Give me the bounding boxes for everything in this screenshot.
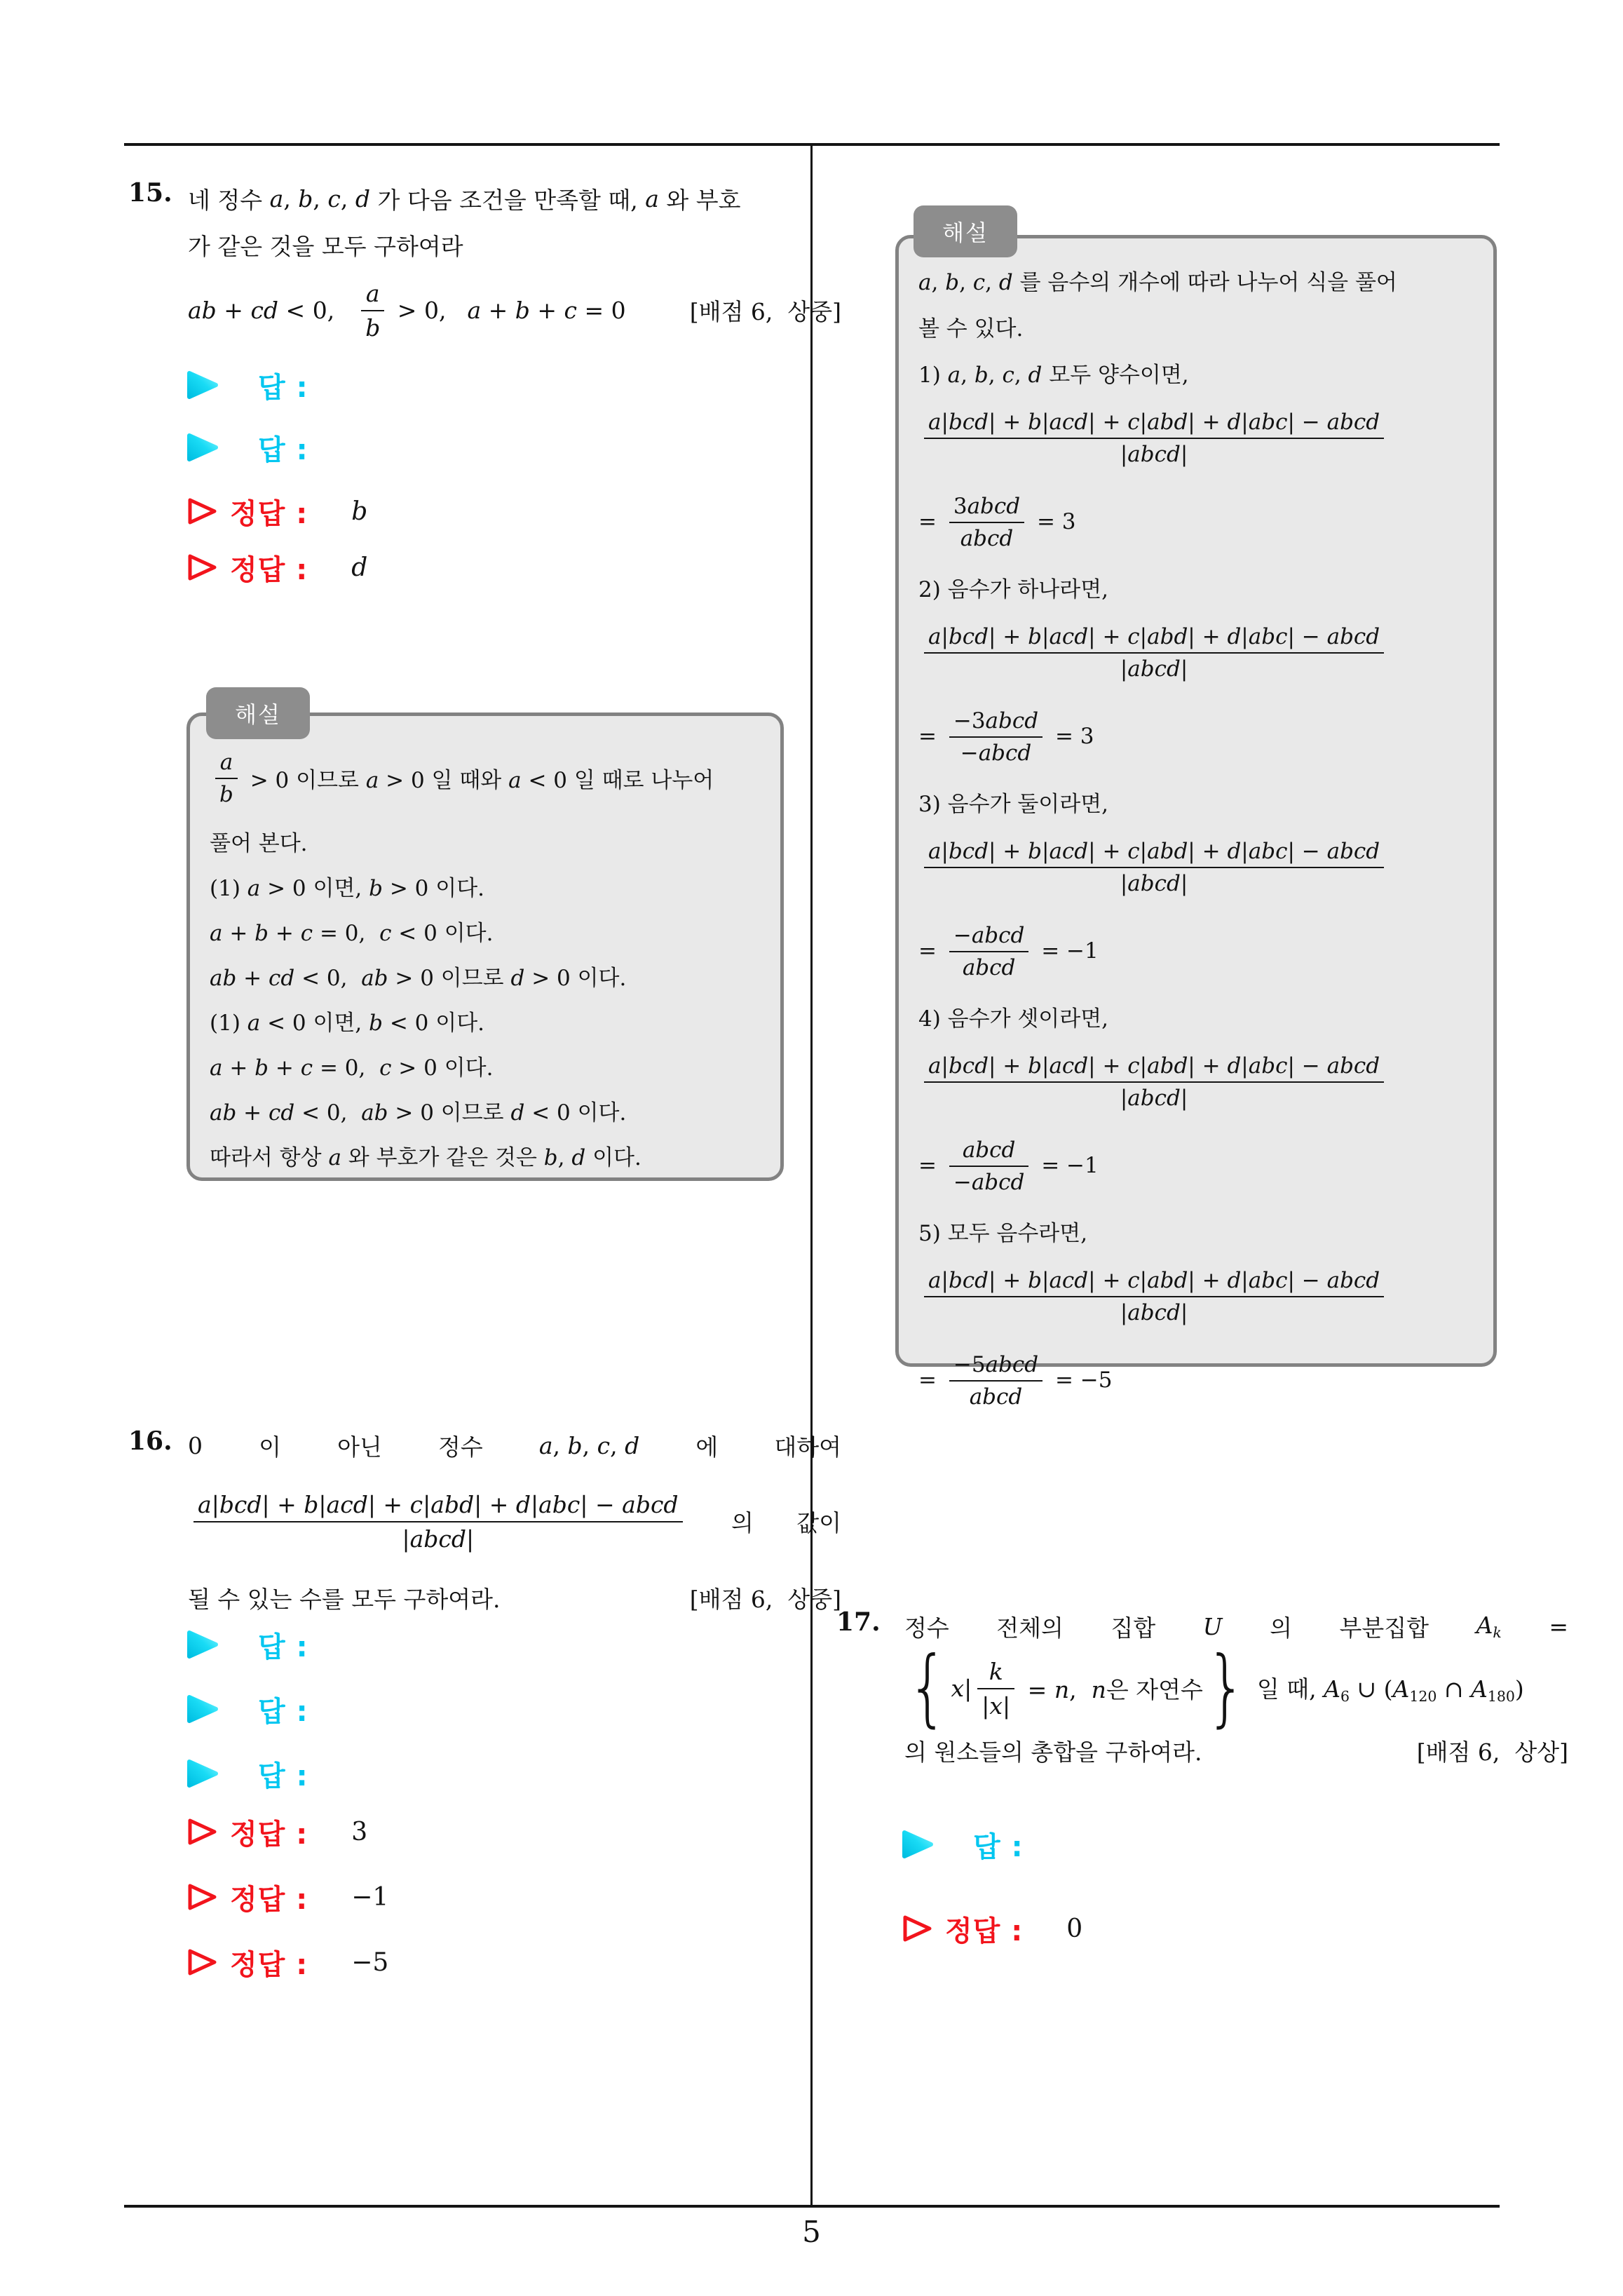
problem-expression-line xyxy=(188,1467,841,1576)
answer-arrow-icon xyxy=(186,433,219,462)
answer-row xyxy=(186,1689,308,1729)
math-text: 5) 모두 음수라면, xyxy=(918,1220,1088,1246)
fraction xyxy=(924,1267,1384,1325)
fraction xyxy=(924,838,1384,896)
math-text: 풀어 본다. xyxy=(210,830,308,856)
solution-line xyxy=(918,993,1474,1039)
solution-line xyxy=(918,396,1474,480)
fraction xyxy=(949,1351,1043,1410)
math-text: ab + cd < 0, xyxy=(188,296,335,324)
math-text: = 3 xyxy=(1030,509,1076,534)
solution-line xyxy=(918,825,1474,909)
math-text: 부분집합 xyxy=(1339,1614,1430,1642)
solution-line xyxy=(918,694,1474,778)
math-text: x| xyxy=(951,1675,972,1702)
math-text: 집합 xyxy=(1111,1614,1156,1642)
math-text: 따라서 항상 a 와 부호가 같은 것은 b, d 이다. xyxy=(210,1144,641,1170)
problem-text-line xyxy=(904,1729,1568,1772)
points-label: [배점 6, 상중] xyxy=(689,1585,841,1613)
problem-text-line xyxy=(188,1424,841,1467)
correct-answer-value: 3 xyxy=(351,1817,368,1846)
answer-label: 답 : xyxy=(258,1760,308,1792)
solution-box-15 xyxy=(186,687,784,1181)
answer-row xyxy=(186,365,308,405)
solution-line xyxy=(918,564,1474,610)
solution-line xyxy=(210,1088,761,1133)
answer-arrow-icon xyxy=(186,1630,219,1659)
solution-line xyxy=(918,778,1474,825)
solution-line xyxy=(918,349,1474,396)
solution-line xyxy=(918,610,1474,694)
math-text: = −1 xyxy=(1034,1153,1099,1178)
fraction xyxy=(361,279,384,342)
fraction xyxy=(949,708,1043,766)
fraction xyxy=(977,1657,1014,1720)
problem-17 xyxy=(836,1605,1568,1772)
answer-row xyxy=(186,1753,308,1794)
answer-row xyxy=(186,427,308,468)
math-text: 아닌 xyxy=(337,1433,382,1461)
solution-line xyxy=(210,1043,761,1088)
correct-label: 정답 : xyxy=(230,1818,308,1851)
math-text: (1) a > 0 이면, b > 0 이다. xyxy=(210,875,484,901)
fraction xyxy=(949,922,1029,980)
problem-number: 16. xyxy=(128,1426,172,1456)
math-text: 전체의 xyxy=(996,1614,1064,1642)
bottom-rule xyxy=(124,2205,1500,2208)
correct-answer-row xyxy=(186,1811,367,1852)
fraction-denominator: |abcd| xyxy=(1120,1085,1188,1111)
solution-line xyxy=(210,863,761,908)
curly-brace: } xyxy=(1205,1638,1247,1736)
solution-line xyxy=(918,1254,1474,1338)
answer-label: 답 : xyxy=(258,1630,308,1663)
math-text: 의 xyxy=(731,1509,754,1537)
fraction xyxy=(924,623,1384,682)
answer-row xyxy=(186,1624,308,1665)
fraction-numerator: 3abcd xyxy=(949,493,1024,523)
math-text: ab + cd < 0, ab > 0 이므로 d < 0 이다. xyxy=(210,1100,627,1126)
correct-answer-value: −1 xyxy=(351,1882,389,1912)
correct-answer-value: b xyxy=(351,497,368,526)
math-text: 3) 음수가 둘이라면, xyxy=(918,791,1109,817)
solution-line xyxy=(210,1133,761,1177)
answer-label: 답 : xyxy=(258,371,308,404)
fraction-numerator: −5abcd xyxy=(949,1351,1043,1382)
math-text: $A_k$ xyxy=(1476,1611,1502,1642)
answer-arrow-icon xyxy=(902,1830,934,1859)
correct-arrow-icon xyxy=(186,497,219,526)
fraction-numerator: a|bcd| + b|acd| + c|abd| + d|abc| − abcd xyxy=(193,1490,683,1522)
math-text: = −5 xyxy=(1048,1368,1113,1393)
fraction-numerator: a|bcd| + b|acd| + c|abd| + d|abc| − abcd xyxy=(924,409,1384,439)
problem-number: 17. xyxy=(836,1607,881,1637)
math-text: = xyxy=(918,509,944,534)
correct-arrow-icon xyxy=(186,1817,219,1846)
problem-expression-line xyxy=(904,1638,1568,1736)
math-text: a, b, c, d 를 음수의 개수에 따라 나누어 식을 풀어 xyxy=(918,269,1397,295)
solution-box-16 xyxy=(895,205,1497,1410)
math-text: U xyxy=(1202,1612,1223,1640)
fraction-numerator: −abcd xyxy=(949,922,1029,952)
math-text: 값이 xyxy=(796,1509,841,1537)
answer-label: 답 : xyxy=(973,1830,1024,1863)
correct-answer-row xyxy=(186,1877,388,1917)
correct-answer-row xyxy=(902,1908,1082,1949)
problem-15 xyxy=(128,175,841,352)
correct-answer-value: −5 xyxy=(351,1947,389,1977)
fraction-denominator: |abcd| xyxy=(1120,441,1188,467)
fraction-denominator: abcd xyxy=(962,954,1016,980)
math-text: = 3 xyxy=(1048,724,1094,749)
correct-answer-row xyxy=(186,1942,388,1983)
solution-tab: 해설 xyxy=(206,687,310,739)
answer-label: 답 : xyxy=(258,1695,308,1728)
fraction-numerator: a|bcd| + b|acd| + c|abd| + d|abc| − abcd xyxy=(924,1053,1384,1083)
solution-line xyxy=(210,953,761,998)
solution-line xyxy=(918,257,1474,303)
solution-box-body xyxy=(895,235,1497,1410)
math-text: a, b, c, d xyxy=(538,1431,640,1459)
math-text: 의 xyxy=(1270,1614,1292,1642)
fraction-denominator: |abcd| xyxy=(1120,1299,1188,1325)
problem-text-line: 가 같은 것을 모두 구하여라 xyxy=(188,232,463,260)
math-text: = xyxy=(918,1153,944,1178)
math-text: = n, n은 자연수 xyxy=(1020,1676,1203,1703)
fraction-numerator: abcd xyxy=(949,1137,1029,1167)
answer-row xyxy=(902,1824,1024,1865)
fraction-numerator: −3abcd xyxy=(949,708,1043,738)
fraction xyxy=(949,1137,1029,1195)
math-text: 에 xyxy=(695,1433,719,1461)
correct-answer-row xyxy=(186,491,367,532)
solution-line xyxy=(918,909,1474,993)
solution-line xyxy=(210,998,761,1043)
math-text: 볼 수 있다. xyxy=(918,316,1024,342)
correct-label: 정답 : xyxy=(230,1948,308,1981)
math-text: 0 xyxy=(188,1431,203,1459)
correct-label: 정답 : xyxy=(230,497,308,530)
solution-box-body xyxy=(186,713,784,1181)
math-text: a + b + c = 0, c > 0 이다. xyxy=(210,1055,494,1081)
fraction-denominator: |abcd| xyxy=(402,1525,475,1553)
answer-arrow-icon xyxy=(186,1759,219,1788)
solution-line xyxy=(918,480,1474,564)
math-text: > 0 이므로 a > 0 일 때와 a < 0 일 때로 나누어 xyxy=(243,767,714,793)
correct-arrow-icon xyxy=(186,553,219,582)
fraction-denominator: −abcd xyxy=(953,1169,1025,1195)
solution-line xyxy=(918,1039,1474,1123)
correct-label: 정답 : xyxy=(230,553,308,586)
solution-line xyxy=(918,303,1474,349)
answer-arrow-icon xyxy=(186,370,219,400)
solution-tab: 해설 xyxy=(914,205,1017,257)
solution-line xyxy=(210,737,761,818)
math-text: = xyxy=(918,1368,944,1393)
correct-arrow-icon xyxy=(902,1914,934,1943)
correct-label: 정답 : xyxy=(230,1883,308,1916)
curly-brace: { xyxy=(907,1638,949,1736)
fraction-numerator: a xyxy=(215,749,238,779)
math-text: 정수 xyxy=(904,1614,949,1642)
problem-16 xyxy=(128,1424,841,1619)
math-text: 의 원소들의 총합을 구하여라. xyxy=(904,1738,1202,1766)
fraction-numerator: a|bcd| + b|acd| + c|abd| + d|abc| − abcd xyxy=(924,1267,1384,1297)
correct-answer-value: 0 xyxy=(1066,1914,1083,1943)
fraction-numerator: a xyxy=(361,279,384,311)
fraction-denominator: |x| xyxy=(982,1692,1011,1720)
math-text: 이 xyxy=(259,1433,281,1461)
math-text: 2) 음수가 하나라면, xyxy=(918,576,1109,602)
fraction xyxy=(924,409,1384,467)
math-text: 정수 xyxy=(437,1433,483,1461)
fraction xyxy=(924,1053,1384,1111)
page-number: 5 xyxy=(802,2215,821,2249)
problem-condition-line xyxy=(188,268,841,352)
column-divider xyxy=(810,143,813,2208)
fraction-numerator: a|bcd| + b|acd| + c|abd| + d|abc| − abcd xyxy=(924,838,1384,868)
fraction-denominator: abcd xyxy=(969,1384,1023,1410)
math-text: a + b + c = 0, c < 0 이다. xyxy=(210,920,494,946)
correct-answer-value: d xyxy=(351,553,368,582)
answer-arrow-icon xyxy=(186,1694,219,1724)
math-text: = xyxy=(918,938,944,964)
math-text: > 0, xyxy=(390,296,447,324)
math-text: 일 때, $A_6$ ∪ ($A_{120}$ ∩ $A_{180}$) xyxy=(1249,1675,1524,1706)
fraction xyxy=(193,1490,683,1553)
fraction-denominator: b xyxy=(365,313,381,342)
points-label: [배점 6, 상상] xyxy=(1416,1738,1568,1766)
math-text: ab + cd < 0, ab > 0 이므로 d > 0 이다. xyxy=(210,965,627,991)
solution-line xyxy=(918,1338,1474,1422)
solution-line xyxy=(918,1208,1474,1254)
problem-text-line: 네 정수 a , b , c , d 가 다음 조건을 만족할 때, a 와 부호 xyxy=(188,184,741,214)
math-text: = xyxy=(918,724,944,749)
correct-arrow-icon xyxy=(186,1947,219,1977)
math-text: a + b + c = 0 xyxy=(467,296,626,324)
problem-number: 15. xyxy=(128,178,172,208)
fraction-denominator: |abcd| xyxy=(1120,870,1188,896)
points-label: [배점 6, 상중] xyxy=(689,297,841,325)
solution-line xyxy=(210,818,761,863)
correct-arrow-icon xyxy=(186,1882,219,1912)
math-text: 될 수 있는 수를 모두 구하여라. xyxy=(188,1585,501,1613)
math-text: 4) 음수가 셋이라면, xyxy=(918,1006,1109,1032)
problem-text-line xyxy=(188,1576,841,1619)
correct-answer-row xyxy=(186,547,367,588)
fraction-denominator: b xyxy=(219,781,233,807)
math-text: 대하여 xyxy=(774,1433,841,1461)
math-text: = −1 xyxy=(1034,938,1099,964)
solution-line xyxy=(210,908,761,953)
fraction xyxy=(949,493,1024,551)
correct-label: 정답 : xyxy=(945,1915,1024,1947)
math-text: (1) a < 0 이면, b < 0 이다. xyxy=(210,1010,484,1036)
fraction xyxy=(215,749,238,807)
fraction-denominator: abcd xyxy=(960,525,1014,551)
fraction-numerator: k xyxy=(977,1657,1014,1689)
fraction-denominator: |abcd| xyxy=(1120,656,1188,682)
fraction-denominator: −abcd xyxy=(960,740,1032,766)
fraction-numerator: a|bcd| + b|acd| + c|abd| + d|abc| − abcd xyxy=(924,623,1384,654)
answer-label: 답 : xyxy=(258,433,308,466)
math-text: = xyxy=(1549,1612,1568,1640)
solution-line xyxy=(918,1123,1474,1208)
math-text: 1) a, b, c, d 모두 양수이면, xyxy=(918,362,1189,388)
